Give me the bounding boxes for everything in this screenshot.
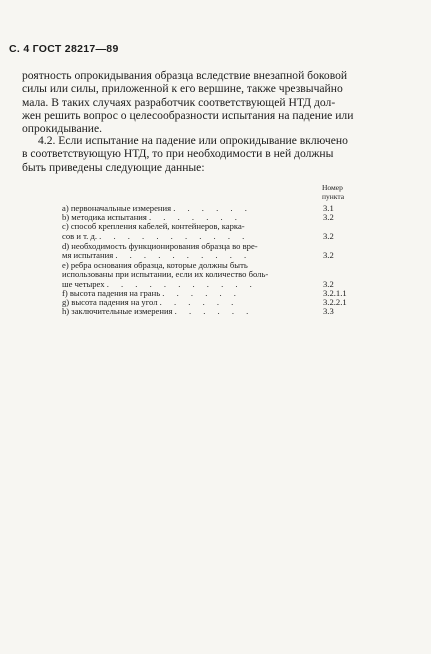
table-item-number: 3.2	[323, 231, 334, 241]
table-item-number: 3.2.1.1	[323, 288, 347, 298]
table-item-label: сов и т. д. . . . . . . . . . . .	[62, 231, 250, 241]
table-item-label: d) необходимость функционирования образца во вре-	[62, 241, 258, 251]
paragraph-4-2	[22, 134, 394, 174]
table-item-number: 3.3	[323, 306, 334, 316]
table-item-number: 3.2	[323, 250, 334, 260]
table-item-label: g) высота падения на угол . . . . . .	[62, 297, 239, 307]
text-line: 4.2. Если испытание на падение или опрокидывание включено	[38, 134, 348, 147]
table-item-number: 3.2.2.1	[323, 297, 347, 307]
table-item-label: использованы при испытании, если их количество боль-	[62, 269, 269, 279]
table-item-label: мя испытания . . . . . . . . . .	[62, 250, 252, 260]
text-line: опрокидывание.	[22, 122, 103, 136]
text-line: силы или силы, приложенной к его вершине, также чрезвычайно	[22, 82, 343, 96]
table-item-label: f) высота падения на грань . . . . . .	[62, 288, 241, 298]
table-item-label: а) первоначальные измерения . . . . . .	[62, 203, 252, 213]
table-item-label: с) способ крепления кабелей, контейнеров, карка-	[62, 221, 245, 231]
table-item-label: е) ребра основания образца, которые должны быть	[62, 260, 248, 270]
table-item-number: 3.2	[323, 212, 334, 222]
column-header-item-number: Номер пункта	[322, 183, 345, 201]
text-line: в соответствующую НТД, то при необходимости в ней должны	[22, 147, 334, 161]
text-line: мала. В таких случаях разработчик соответствующей НТД дол-	[22, 95, 336, 109]
table-item-label: b) методика испытания . . . . . . .	[62, 212, 242, 222]
text-line: роятность опрокидывания образца вследствие внезапной боковой	[22, 69, 348, 82]
table-item-label: ше четырех . . . . . . . . . . .	[62, 279, 257, 289]
page-header: С. 4 ГОСТ 28217—89	[9, 43, 119, 55]
table-item-number: 3.1	[323, 203, 334, 213]
text-line: быть приведены следующие данные:	[22, 160, 205, 174]
text-line: жен решить вопрос о целесообразности испытания на падение или	[22, 108, 354, 122]
table-item-label: h) заключительные измерения . . . . . .	[62, 306, 254, 316]
paragraph-continuation	[22, 69, 394, 135]
table-item-number: 3.2	[323, 279, 334, 289]
